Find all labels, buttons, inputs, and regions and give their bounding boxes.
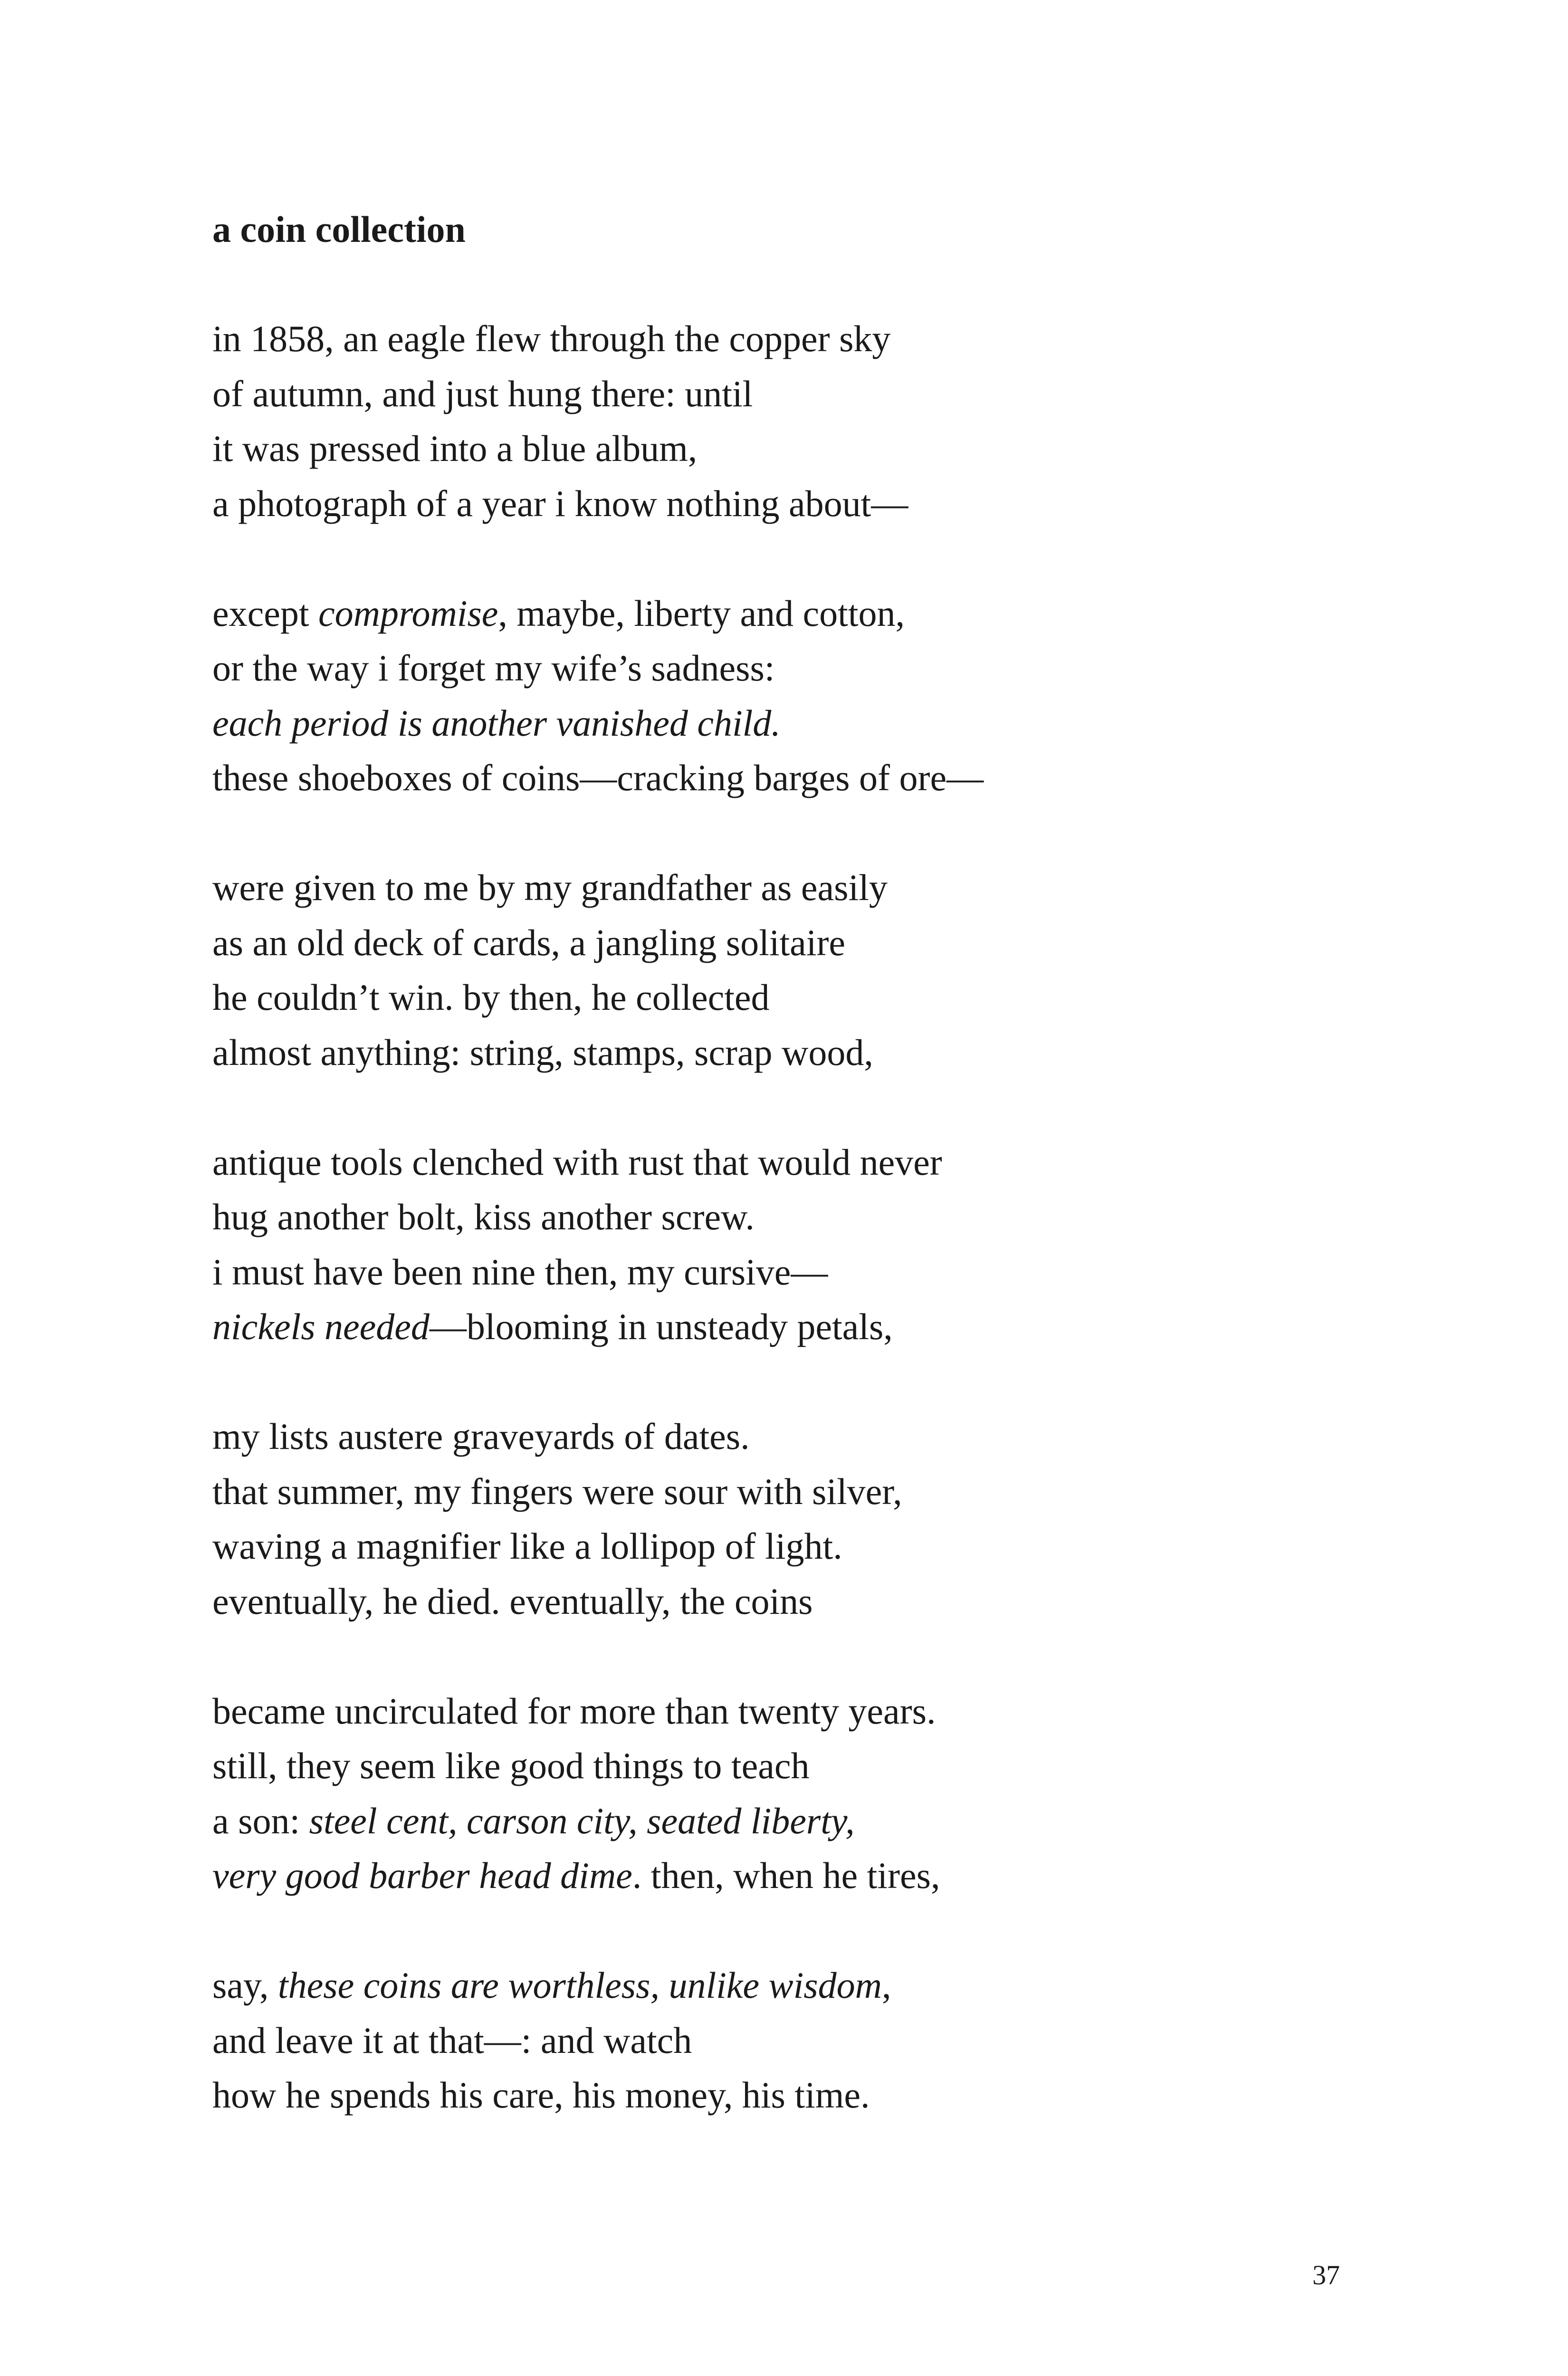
poem-line xyxy=(212,1029,873,1076)
poem-line xyxy=(212,864,888,911)
italic-text: compromise xyxy=(318,592,498,634)
text-run: were given to me by my grandfather as easily xyxy=(212,867,888,908)
text-run: , maybe, liberty and cotton, xyxy=(498,592,905,634)
text-run: say, xyxy=(212,1964,278,2006)
poem-line xyxy=(212,1578,813,1625)
poem-line xyxy=(212,1139,942,1186)
poem-line xyxy=(212,2017,692,2064)
text-run: how he spends his care, his money, his time. xyxy=(212,2074,870,2116)
poem-line xyxy=(212,370,753,418)
text-run: of autumn, and just hung there: until xyxy=(212,373,753,414)
poem-line xyxy=(212,1413,750,1460)
text-run: in 1858, an eagle flew through the copper sky xyxy=(212,318,891,359)
text-run: antique tools clenched with rust that would never xyxy=(212,1141,942,1183)
poem-line xyxy=(212,480,908,527)
poem-line xyxy=(212,1303,893,1351)
italic-text: nickels needed xyxy=(212,1306,430,1347)
text-run: it was pressed into a blue album, xyxy=(212,428,698,469)
text-run: waving a magnifier like a lollipop of light. xyxy=(212,1525,842,1567)
italic-text: very good barber head dime xyxy=(212,1855,632,1896)
text-run: still, they seem like good things to teach xyxy=(212,1745,810,1786)
page-number: 37 xyxy=(1312,2260,1340,2290)
poem-line xyxy=(212,754,984,802)
poem-line xyxy=(212,644,774,692)
text-run: almost anything: string, stamps, scrap wood, xyxy=(212,1031,873,1073)
text-run: i must have been nine then, my cursive— xyxy=(212,1251,828,1293)
poem-line xyxy=(212,1468,902,1515)
text-run: that summer, my fingers were sour with silver, xyxy=(212,1470,902,1512)
text-run: except xyxy=(212,592,319,634)
poem-title: a coin collection xyxy=(212,209,466,250)
italic-text: each period is another vanished child. xyxy=(212,702,781,744)
text-run: became uncirculated for more than twenty years. xyxy=(212,1690,936,1732)
poem-line xyxy=(212,1248,828,1296)
text-run: a son: xyxy=(212,1800,309,1841)
poem-line xyxy=(212,1742,809,1790)
poem-line xyxy=(212,315,890,363)
poem-line xyxy=(212,425,697,472)
text-run: a photograph of a year i know nothing about— xyxy=(212,482,908,524)
poem-line xyxy=(212,1852,940,1899)
poem-line xyxy=(212,1523,842,1570)
poem-line xyxy=(212,974,770,1021)
italic-text: these coins are worthless, unlike wisdom xyxy=(277,1964,882,2006)
text-run: . then, when he tires, xyxy=(632,1855,940,1896)
poem-line xyxy=(212,1687,936,1735)
text-run: and leave it at that—: and watch xyxy=(212,2019,692,2061)
text-run: —blooming in unsteady petals, xyxy=(429,1306,893,1347)
text-run: he couldn’t win. by then, he collected xyxy=(212,977,770,1018)
poem-line xyxy=(212,919,845,967)
poem-line xyxy=(212,699,781,747)
poem-line xyxy=(212,1962,891,2009)
poem-line xyxy=(212,590,905,637)
text-run: eventually, he died. eventually, the coins xyxy=(212,1580,813,1622)
poem-line xyxy=(212,1797,855,1845)
text-run: these shoeboxes of coins—cracking barges of ore— xyxy=(212,757,984,798)
poem-line xyxy=(212,2071,870,2119)
text-run: as an old deck of cards, a jangling solitaire xyxy=(212,921,846,963)
italic-text: steel cent, carson city, seated liberty, xyxy=(309,1800,855,1841)
text-run: or the way i forget my wife’s sadness: xyxy=(212,647,775,689)
text-run: , xyxy=(881,1964,891,2006)
poem-line xyxy=(212,1193,755,1241)
text-run: hug another bolt, kiss another screw. xyxy=(212,1196,755,1237)
text-run: my lists austere graveyards of dates. xyxy=(212,1416,750,1457)
